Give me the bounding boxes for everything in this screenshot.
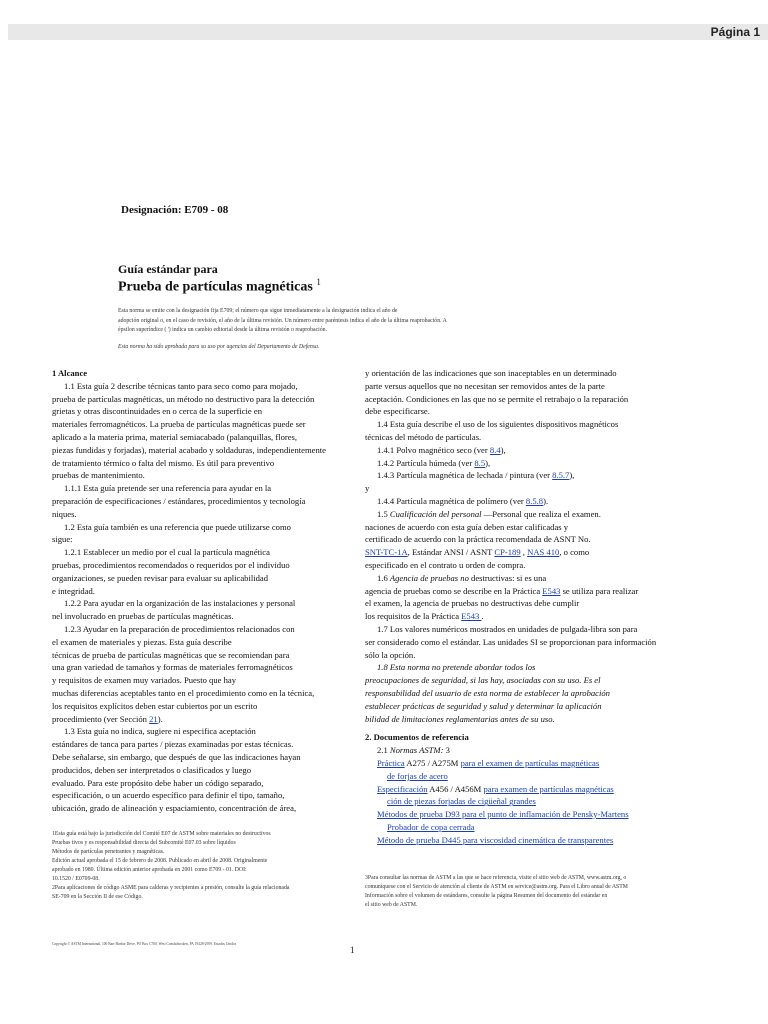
left-column-line bbox=[52, 457, 352, 470]
italic-text: Cualificación del personal bbox=[389, 508, 482, 519]
line-text: sigue: bbox=[52, 534, 73, 545]
title-line-2 bbox=[118, 277, 321, 296]
line-text: y orientación de las indicaciones que son inaceptables en un determinado bbox=[365, 368, 617, 378]
reference-link[interactable]: 8.5 bbox=[474, 457, 486, 468]
line-text: y requisitos de examen muy variados. Puesto que hay bbox=[52, 675, 237, 686]
left-column-line bbox=[52, 559, 352, 572]
left-column-line bbox=[52, 393, 352, 406]
reference-link[interactable]: NAS 410 bbox=[527, 547, 560, 558]
reference-entry-cont bbox=[365, 770, 665, 783]
right-column-line bbox=[365, 597, 665, 610]
line-text: 1.4.4 Partícula magnética de polímero (ver bbox=[377, 495, 526, 506]
issue-note-line: Esta norma se emite con la designación fija E709; el número que sigue inmediatamente a la designación indica el año de bbox=[118, 308, 398, 314]
left-column-line bbox=[52, 495, 352, 508]
left-column-line bbox=[52, 789, 352, 802]
right-column-line bbox=[365, 623, 665, 636]
line-text: 1.6 bbox=[377, 572, 390, 583]
line-text: ), bbox=[485, 457, 491, 468]
right-column-line bbox=[365, 649, 665, 662]
line-text: ), bbox=[569, 470, 575, 481]
right-column-line bbox=[365, 521, 665, 534]
line-text: 3 bbox=[443, 745, 450, 756]
left-column-line bbox=[52, 700, 352, 713]
line-text: 1.1 Esta guía 2 describe técnicas tanto para seco como para mojado, bbox=[64, 380, 298, 391]
right-column-line bbox=[365, 431, 665, 444]
line-text: nel involucrado en pruebas de partículas magnéticas. bbox=[52, 611, 234, 622]
italic-text: bilidad de limitaciones reglamentarias antes de su uso. bbox=[365, 713, 555, 724]
left-column bbox=[52, 367, 352, 815]
line-text: técnicas de prueba de partículas magnéticas que se recomiendan para bbox=[52, 649, 290, 660]
left-column-line bbox=[52, 482, 352, 495]
reference-link[interactable]: de forjas de acero bbox=[387, 770, 448, 781]
right-column-line bbox=[365, 482, 665, 495]
line-text: grietas y otras discontinuidades en o cerca de la superficie en bbox=[52, 406, 262, 417]
line-text: 1.2.2 Para ayudar en la organización de las instalaciones y personal bbox=[64, 598, 296, 609]
right-column-line bbox=[365, 636, 665, 649]
right-column-line bbox=[365, 585, 665, 598]
line-text: destructivas: si es una bbox=[468, 572, 547, 583]
line-text: especificado en el contrato u orden de compra. bbox=[365, 559, 526, 570]
line-text: e integridad. bbox=[52, 585, 95, 596]
line-text: ser considerado como el estándar. Las unidades SI se proporcionan para información bbox=[365, 636, 657, 647]
line-text: 2.1 bbox=[377, 745, 390, 756]
footnote-line: 10.1520 / E0709-08. bbox=[52, 876, 100, 882]
footnote-line: el sitio web de ASTM. bbox=[365, 902, 418, 908]
line-text: , o como bbox=[559, 547, 590, 558]
title-footnote-mark: 1 bbox=[316, 277, 321, 287]
line-text: pruebas, procedimientos recomendados o requeridos por el individuo bbox=[52, 559, 290, 570]
line-text: sólo la opción. bbox=[365, 649, 416, 660]
reference-link[interactable]: ción de piezas forjadas de cigüeñal grandes bbox=[387, 796, 536, 807]
line-text: se utiliza para realizar bbox=[560, 585, 639, 596]
line-text: —Personal que realiza el examen. bbox=[481, 508, 601, 519]
line-text: debe especificarse. bbox=[365, 406, 430, 417]
reference-link[interactable]: E543 bbox=[461, 611, 482, 622]
section-heading: 2. Documentos de referencia bbox=[365, 732, 469, 743]
reference-link[interactable]: Método de prueba D445 para viscosidad cinemática de transparentes bbox=[377, 834, 614, 845]
reference-link[interactable]: Métodos de prueba D93 para el punto de inflamación de Pensky-Martens bbox=[377, 809, 629, 820]
line-text: muchas diferencias aceptables tanto en el procedimiento como en la técnica, bbox=[52, 687, 315, 698]
footnote-line: Pruebas tivos y es responsabilidad directa del Subcomité E07.03 sobre líquidos bbox=[52, 840, 236, 846]
left-column-line bbox=[52, 585, 352, 598]
right-column bbox=[365, 367, 665, 846]
line-text: A456 / A456M bbox=[427, 783, 484, 794]
reference-entry bbox=[365, 757, 665, 770]
page-header-bar bbox=[8, 24, 768, 40]
left-column-line bbox=[52, 751, 352, 764]
line-text: parte versus aquellos que no necesitan ser removidos antes de la parte bbox=[365, 380, 605, 391]
line-text: 1.4.2 Partícula húmeda (ver bbox=[377, 457, 475, 468]
line-text: el examen, la agencia de pruebas no destructivas debe cumplir bbox=[365, 598, 580, 609]
line-text: organizaciones, se pueden revisar para evaluar su aplicabilidad bbox=[52, 572, 269, 583]
line-text: 1.1.1 Esta guía pretende ser una referencia para ayudar en la bbox=[64, 483, 272, 494]
page-label: Página 1 bbox=[710, 25, 760, 39]
right-column-line bbox=[365, 674, 665, 687]
line-text: 1.4.1 Polvo magnético seco (ver bbox=[377, 444, 490, 455]
right-column-line bbox=[365, 495, 665, 508]
left-column-line bbox=[52, 597, 352, 610]
footnote-line: Información sobre el volumen de estándares, consulte la página Resumen del documento del estándar en bbox=[365, 893, 608, 899]
right-column-line bbox=[365, 393, 665, 406]
issue-note bbox=[118, 307, 523, 336]
line-text: A275 / A275M bbox=[404, 757, 461, 768]
left-column-line bbox=[52, 725, 352, 738]
line-text: de tratamiento térmico o falta del mismo. Es útil para preventivo bbox=[52, 457, 275, 468]
right-column-line bbox=[365, 508, 665, 521]
right-column-line bbox=[365, 661, 665, 674]
footnote-line: comuníquese con el Servicio de atención al cliente de ASTM en service@astm.org. Para el Libro anual de ASTM bbox=[365, 884, 628, 890]
footnotes-right bbox=[365, 874, 628, 910]
line-text: certificado de acuerdo con la práctica recomendada de ASNT No. bbox=[365, 534, 591, 545]
page-number: 1 bbox=[350, 945, 355, 955]
line-text: estándares de tanca para partes / piezas examinadas por estas técnicas. bbox=[52, 739, 294, 750]
line-text: pruebas de mantenimiento. bbox=[52, 470, 145, 481]
left-column-line bbox=[52, 649, 352, 662]
title-text: Prueba de partículas magnéticas bbox=[118, 279, 313, 295]
line-text: ), bbox=[500, 444, 506, 455]
footnote-line: 3Para consultar las normas de ASTM a las que se hace referencia, visite el sitio web de ASTM, www.astm.org, o bbox=[365, 875, 627, 881]
right-column-line bbox=[365, 559, 665, 572]
reference-link[interactable]: Probador de copa cerrada bbox=[387, 821, 475, 832]
line-text: los requisitos explícitos deben estar cubiertos por un escrito bbox=[52, 700, 258, 711]
left-column-line bbox=[52, 738, 352, 751]
line-text: el examen de materiales y piezas. Esta guía describe bbox=[52, 636, 232, 647]
reference-entry bbox=[365, 834, 665, 847]
left-column-line bbox=[52, 674, 352, 687]
right-column-line bbox=[365, 367, 665, 380]
reference-link[interactable]: para examen de partículas magnéticas bbox=[483, 783, 614, 794]
left-column-line bbox=[52, 802, 352, 815]
right-column-line bbox=[365, 610, 665, 623]
right-column-line bbox=[365, 687, 665, 700]
right-column-line bbox=[365, 700, 665, 713]
line-text: una gran variedad de tamaños y formas de materiales ferromagnéticos bbox=[52, 662, 293, 673]
line-text: aplicado a la materia prima, material semiacabado (palanquillas, flores, bbox=[52, 431, 298, 442]
line-text: agencia de pruebas como se describe en la Práctica bbox=[365, 585, 543, 596]
left-column-line bbox=[52, 508, 352, 521]
italic-text: responsabilidad del usuario de esta norma de establecer la aprobación bbox=[365, 687, 610, 698]
title-line-1: Guía estándar para bbox=[118, 262, 218, 276]
line-text: prueba de partículas magnéticas, un método no destructivo para la detección bbox=[52, 393, 315, 404]
refs-intro bbox=[365, 744, 665, 757]
reference-entry-cont bbox=[365, 821, 665, 834]
left-column-line bbox=[52, 405, 352, 418]
italic-text: preocupaciones de seguridad, si las hay, asociadas con su uso. Es el bbox=[365, 675, 601, 686]
right-column-line bbox=[365, 469, 665, 482]
footnote-line: Métodos de partículas penetrantes y magnéticas. bbox=[52, 849, 165, 855]
line-text: 1.3 Esta guía no indica, sugiere ni especifica aceptación bbox=[64, 726, 256, 737]
line-text: procedimiento (ver Sección bbox=[52, 713, 150, 724]
italic-text: Normas ASTM: bbox=[389, 745, 444, 756]
right-column-line bbox=[365, 380, 665, 393]
line-text: 1.2 Esta guía también es una referencia que puede utilizarse como bbox=[64, 521, 291, 532]
right-column-line bbox=[365, 713, 665, 726]
reference-link[interactable]: Práctica bbox=[377, 757, 405, 768]
right-column-line bbox=[365, 546, 665, 559]
reference-link[interactable]: Especificación bbox=[377, 783, 428, 794]
line-text: 1.2.1 Establecer un medio por el cual la partícula magnética bbox=[64, 547, 270, 558]
left-column-line bbox=[52, 444, 352, 457]
left-column-line bbox=[52, 661, 352, 674]
copyright: Copyright © ASTM International, 100 Barr Harbor Drive, PO Box C700, West Conshohocken, PA 19428-2959. Estados Unidos bbox=[52, 942, 237, 946]
line-text: 1.2.3 Ayudar en la preparación de procedimientos relacionados con bbox=[64, 623, 295, 634]
left-column-line bbox=[52, 713, 352, 726]
reference-link[interactable]: 8.4 bbox=[489, 444, 501, 455]
left-column-line bbox=[52, 469, 352, 482]
right-column-line bbox=[365, 533, 665, 546]
reference-entry-cont bbox=[365, 795, 665, 808]
line-text: naciones de acuerdo con esta guía deben estar calificadas y bbox=[365, 521, 569, 532]
left-column-line bbox=[52, 764, 352, 777]
line-text: los requisitos de la Práctica bbox=[365, 611, 462, 622]
footnote-line: aprobado en 1980. Última edición anterior aprobada en 2001 como E709 - 01. DOI: bbox=[52, 867, 247, 873]
footnote-line: Edición actual aprobada el 15 de febrero de 2008. Publicado en abril de 2008. Originalmente bbox=[52, 858, 268, 864]
line-text: producidos, deben ser interpretados o clasificados y luego bbox=[52, 764, 252, 775]
italic-text: 1.8 Esta norma no pretende abordar todos los bbox=[377, 662, 536, 673]
line-text: técnicas del método de partículas. bbox=[365, 431, 482, 442]
line-text: Debe señalarse, sin embargo, que después de que las indicaciones hayan bbox=[52, 751, 301, 762]
left-column-line bbox=[52, 380, 352, 393]
section-heading: 1 Alcance bbox=[52, 368, 88, 378]
footnote-line: 2Para aplicaciones de código ASME para calderas y recipientes a presión, consulte la guía relacionada bbox=[52, 885, 290, 891]
italic-text: establecer prácticas de seguridad y salud y determinar la aplicación bbox=[365, 700, 602, 711]
issue-note-line: adopción original o, en el caso de revisión, el año de la última revisión. Un número entre paréntesis indica el año de la última reaprobación. A bbox=[118, 317, 447, 324]
issue-note-line: épsilon superíndice ( ') indica un cambio editorial desde la última revisión o reaprobación. bbox=[118, 327, 328, 333]
left-column-line bbox=[52, 521, 352, 534]
line-text: materiales ferromagnéticos. La prueba de partículas magnéticas puede ser bbox=[52, 419, 306, 430]
defense-note: Esta norma ha sido aprobada para su uso por agencias del Departamento de Defensa. bbox=[118, 344, 320, 350]
line-text: aceptación. Condiciones en las que no se permite el retrabajo o la reparación bbox=[365, 393, 629, 404]
italic-text: Agencia de pruebas no bbox=[389, 572, 469, 583]
footnote-line: SE-709 en la Sección II de ese Código. bbox=[52, 894, 143, 900]
document-designation: Designación: E709 - 08 bbox=[121, 204, 229, 216]
line-text: niques. bbox=[52, 508, 77, 519]
footnotes-left bbox=[52, 830, 289, 902]
line-text: 1.4.3 Partícula magnética de lechada / pintura (ver bbox=[377, 470, 553, 481]
line-text: piezas fundidas y forjadas), material acabado y soldaduras, independientemente bbox=[52, 444, 326, 455]
left-column-line bbox=[52, 418, 352, 431]
left-column-line bbox=[52, 777, 352, 790]
footnote-line: 1Esta guía está bajo la jurisdicción del Comité E07 de ASTM sobre materiales no destructivos bbox=[52, 831, 271, 837]
left-column-line bbox=[52, 687, 352, 700]
reference-link[interactable]: SNT-TC-1A bbox=[365, 547, 408, 558]
left-column-line bbox=[52, 636, 352, 649]
line-text: ). bbox=[157, 713, 163, 724]
line-text: 1.4 Esta guía describe el uso de los siguientes dispositivos magnéticos bbox=[377, 419, 619, 430]
right-column-line bbox=[365, 444, 665, 457]
right-column-line bbox=[365, 418, 665, 431]
left-column-line bbox=[52, 572, 352, 585]
left-column-line bbox=[52, 623, 352, 636]
line-text: y bbox=[365, 483, 370, 494]
left-column-line bbox=[52, 610, 352, 623]
reference-link[interactable]: para el examen de partículas magnéticas bbox=[460, 757, 600, 768]
reference-entry bbox=[365, 808, 665, 821]
line-text: . bbox=[481, 611, 484, 622]
left-column-line bbox=[52, 533, 352, 546]
line-text: ubicación, grado de alineación y espaciamiento, concentración de área, bbox=[52, 803, 297, 814]
right-column-line bbox=[365, 405, 665, 418]
right-column-line bbox=[365, 457, 665, 470]
reference-link[interactable]: 8.5.8 bbox=[525, 495, 544, 506]
reference-link[interactable]: 21 bbox=[149, 713, 158, 724]
line-text: evaluado. Para este propósito debe haber un código separado, bbox=[52, 777, 264, 788]
line-text: preparación de especificaciones / estándares, procedimientos y tecnología bbox=[52, 495, 306, 506]
reference-link[interactable]: 8.5.7 bbox=[552, 470, 570, 481]
left-column-line bbox=[52, 546, 352, 559]
reference-link[interactable]: E543 bbox=[542, 585, 561, 596]
left-column-line bbox=[52, 431, 352, 444]
line-text: , Estándar ANSI / ASNT bbox=[407, 547, 495, 558]
line-text: especificación, o un acuerdo específico para definir el tipo, tamaño, bbox=[52, 790, 285, 801]
reference-entry bbox=[365, 783, 665, 796]
reference-link[interactable]: CP-189 bbox=[494, 547, 521, 558]
line-text: 1.5 bbox=[377, 508, 390, 519]
line-text: , bbox=[520, 547, 528, 558]
line-text: 1.7 Los valores numéricos mostrados en unidades de pulgada-libra son para bbox=[377, 623, 638, 634]
line-text: ). bbox=[543, 495, 549, 506]
right-column-line bbox=[365, 572, 665, 585]
